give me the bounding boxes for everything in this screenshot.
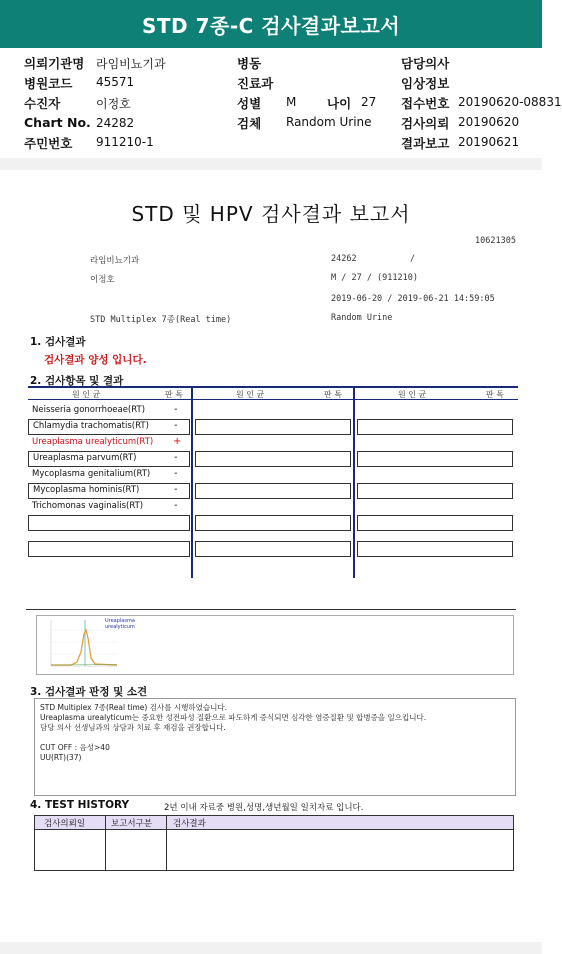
report-slash: / (410, 254, 416, 264)
comment-line: Ureaplasma urealyticum는 중요한 성전파성 질환으로 파도하게 증식되면 심각한 염증질환 및 합병증을 일으킵니다. (40, 713, 427, 722)
bottom-divider (0, 942, 542, 954)
pathogen-result: - (174, 452, 178, 463)
report-clinic: 라임비뇨기과 (90, 256, 140, 266)
label-age: 나이 (327, 96, 352, 111)
pathogen-result: - (174, 420, 178, 431)
report-sex-age: M / 27 / (911210) (331, 273, 418, 283)
patient-info (0, 54, 562, 154)
pathogen-name: Mycoplasma hominis(RT) (33, 485, 140, 495)
history-table (34, 815, 514, 871)
report-title-bar (0, 0, 542, 48)
pathogen-result: - (174, 484, 178, 495)
empty-row (357, 419, 513, 435)
comment-box (34, 698, 516, 796)
col-pathogen-2: 원 인 균 (236, 390, 265, 399)
result-row (28, 499, 190, 515)
col-pathogen-1: 원 인 균 (72, 390, 101, 399)
empty-row (195, 541, 351, 557)
value-receipt-no: 20190620-08831 (458, 95, 562, 109)
pathogen-name: Ureaplasma urealyticum(RT) (32, 437, 154, 447)
col-result-1: 판 독 (165, 390, 183, 399)
empty-row (357, 451, 513, 467)
pathogen-name: Trichomonas vaginalis(RT) (32, 501, 144, 511)
label-doctor: 담당의사 (401, 56, 450, 71)
empty-row (28, 515, 190, 531)
history-note: 2년 이내 자료중 병원,성명,생년월일 일치자료 입니다. (164, 803, 364, 813)
report-dates: 2019-06-20 / 2019-06-21 14:59:05 (331, 294, 495, 304)
value-hospital-code: 45571 (96, 75, 135, 89)
pathogen-result: - (174, 404, 178, 415)
empty-row (195, 483, 351, 499)
label-clinical-info: 임상정보 (401, 76, 450, 91)
value-chart-no: 24282 (96, 116, 135, 130)
section4-title: 4. TEST HISTORY (30, 799, 130, 811)
label-resident-no: 주민번호 (24, 136, 73, 151)
pathogen-result: + (173, 436, 182, 447)
comment-line: 담당 의사 선생님과의 상담과 치료 후 재검을 권장합니다. (40, 723, 226, 732)
value-patient: 이정호 (96, 97, 131, 111)
report-chart-no: 24262 (331, 254, 357, 264)
value-specimen: Random Urine (286, 115, 372, 129)
column-divider (353, 386, 355, 578)
empty-row (195, 419, 351, 435)
empty-row (357, 515, 513, 531)
pathogen-name: Chlamydia trachomatis(RT) (33, 421, 149, 431)
pathogen-name: Ureaplasma parvum(RT) (33, 453, 137, 463)
section-divider (0, 158, 542, 170)
document-number: 10621305 (475, 236, 516, 246)
section3-title: 3. 검사결과 판정 및 소견 (30, 686, 148, 698)
result-row (28, 419, 190, 435)
empty-row (357, 483, 513, 499)
label-chart-no: Chart No. (24, 115, 91, 130)
document-title: STD 및 HPV 검사결과 보고서 (131, 202, 411, 226)
col-result-3: 판 독 (486, 390, 504, 399)
value-sex: M (286, 95, 297, 109)
rule-line (26, 609, 516, 610)
section2-title: 2. 검사항목 및 결과 (30, 375, 124, 387)
empty-row (357, 541, 513, 557)
pathogen-result: - (174, 468, 178, 479)
value-request-date: 20190620 (458, 115, 520, 129)
empty-row (28, 541, 190, 557)
comment-line: STD Multiplex 7종(Real time) 검사를 시행하였습니다. (40, 703, 227, 712)
result-row (28, 451, 190, 467)
history-column-divider (166, 816, 167, 870)
empty-row (195, 451, 351, 467)
label-patient: 수진자 (24, 96, 61, 111)
pathogen-name: Neisseria gonorrhoeae(RT) (32, 405, 146, 415)
label-report-date: 결과보고 (401, 136, 450, 151)
section1-title: 1. 검사결과 (30, 336, 86, 348)
label-specimen: 검체 (237, 116, 262, 131)
amplification-chart (36, 615, 514, 675)
label-ward: 병동 (237, 56, 262, 71)
chart-caption: Ureaplasma urealyticum (105, 618, 135, 630)
report-patient: 이정호 (90, 275, 115, 285)
value-report-date: 20190621 (458, 135, 520, 149)
comment-line: UU(RT)(37) (40, 753, 82, 762)
report-test-name: STD Multiplex 7종(Real time) (90, 315, 232, 325)
col-pathogen-3: 원 인 균 (398, 390, 427, 399)
label-receipt-no: 접수번호 (401, 96, 450, 111)
result-row (28, 467, 190, 483)
label-request-date: 검사의뢰 (401, 116, 450, 131)
label-sex: 성별 (237, 96, 262, 111)
positive-result-text: 검사결과 양성 입니다. (44, 354, 147, 366)
results-table-header (28, 386, 518, 400)
results-table (28, 386, 518, 578)
result-row (28, 483, 190, 499)
value-age: 27 (361, 95, 377, 109)
pathogen-name: Mycoplasma genitalium(RT) (32, 469, 151, 479)
result-row (28, 403, 190, 419)
col-result-2: 판 독 (324, 390, 342, 399)
value-clinic: 라임비뇨기과 (96, 57, 166, 71)
result-row-positive (28, 435, 190, 451)
comment-line: CUT OFF : 음성>40 (40, 743, 110, 752)
history-col-result: 검사결과 (173, 819, 206, 829)
label-department: 진료과 (237, 76, 274, 91)
history-table-header (35, 816, 513, 830)
history-col-date: 검사의뢰일 (44, 819, 86, 829)
report-specimen: Random Urine (331, 313, 393, 323)
comment-line (40, 733, 510, 743)
history-column-divider (105, 816, 106, 870)
pathogen-result: - (174, 500, 178, 511)
history-col-type: 보고서구분 (111, 819, 153, 829)
report-title: STD 7종-C 검사결과보고서 (141, 13, 401, 38)
value-resident-no: 911210-1 (96, 135, 154, 149)
label-hospital-code: 병원코드 (24, 76, 73, 91)
column-divider (191, 386, 193, 578)
label-clinic: 의뢰기관명 (24, 56, 85, 71)
empty-row (195, 515, 351, 531)
